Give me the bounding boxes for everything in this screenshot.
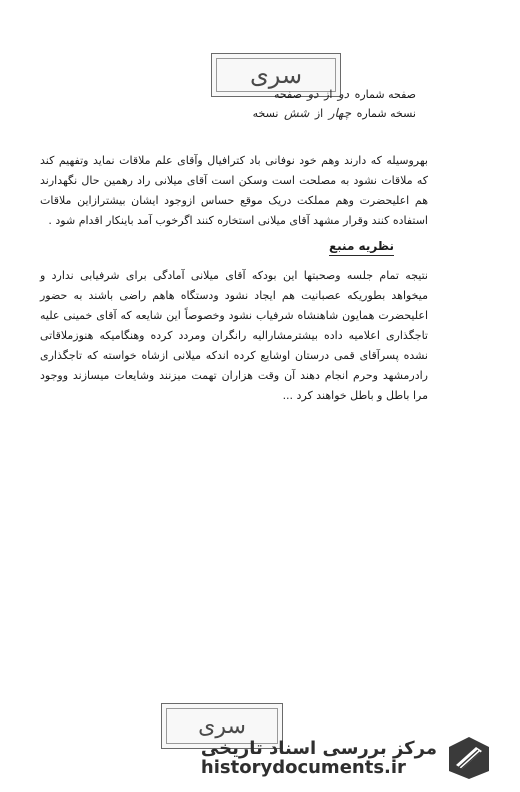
copy-number-total-handwritten: شش bbox=[283, 106, 310, 120]
archive-watermark bbox=[200, 734, 493, 782]
source-opinion-heading: نظریه منبع bbox=[329, 239, 394, 256]
report-paragraph-1: بهروسیله که دارند وهم خود نوفانی باد کترافیال وآقای علم ملاقات نماید وتفهیم کند که ملاقات نشود به مصلحت است وسکن است آقای میلانی راد رهمین حال نگهدارند هم اعلیحضرت وهم مملکت دریک موقع حساس ازوجود ایشان بیشترازاین ملاقات استفاده کنند وقرار مشهد آقای میلانی استخاره کنند اگرخوب آمد باینکار اقدام شود . bbox=[40, 154, 428, 227]
page-number-prefix: صفحه شماره bbox=[354, 88, 416, 101]
copy-number-sep: از bbox=[314, 107, 324, 120]
page-number-line bbox=[274, 87, 416, 102]
copy-number-prefix: نسخه شماره bbox=[356, 107, 416, 120]
copy-number-line bbox=[253, 106, 416, 121]
archive-title: مرکز بررسی اسناد تاریخی bbox=[200, 737, 437, 759]
archive-url: historydocuments.ir bbox=[200, 757, 406, 778]
page-number-handwritten: دو bbox=[337, 87, 350, 101]
copy-number-handwritten: چهار bbox=[328, 106, 352, 120]
archive-book-logo-icon bbox=[445, 734, 493, 782]
classification-stamp-text: سری bbox=[216, 58, 336, 92]
page-number-suffix: صفحه bbox=[274, 88, 302, 101]
classification-stamp-text: سری bbox=[166, 708, 278, 744]
page-number-sep: از bbox=[324, 88, 333, 101]
report-paragraph-2: نتیجه تمام جلسه وصحبتها این بودکه آقای میلانی آمادگی برای شرفیابی ندارد و میخواهد بطوریکه عصبانیت هم ایجاد نشود ودستگاه هاهم راضی باشند به حضور اعلیحضرت همایون شاهنشاه شرفیاب نشود وخصوصاً این شایعه که آقای خمینی علیه تاجگذاری اعلامیه داده بیشترمشارالیه رانگران ومردد کرده وهنگامیکه هنوزملاقاتی نشده پسرآقای قمی درستان اوشایع کرده اندکه میلانی ازشاه خواسته که تاجگذاری رادرمشهد وحرم انجام دهند آن وقت هزاران تهمت میزنند وشایعات میسازند ووجود مرا باطل و باطل خواهند کرد ... bbox=[40, 269, 428, 402]
archive-watermark-text bbox=[201, 739, 437, 778]
copy-number-suffix: نسخه bbox=[252, 107, 279, 120]
page-number-total-handwritten: دو bbox=[307, 87, 319, 101]
